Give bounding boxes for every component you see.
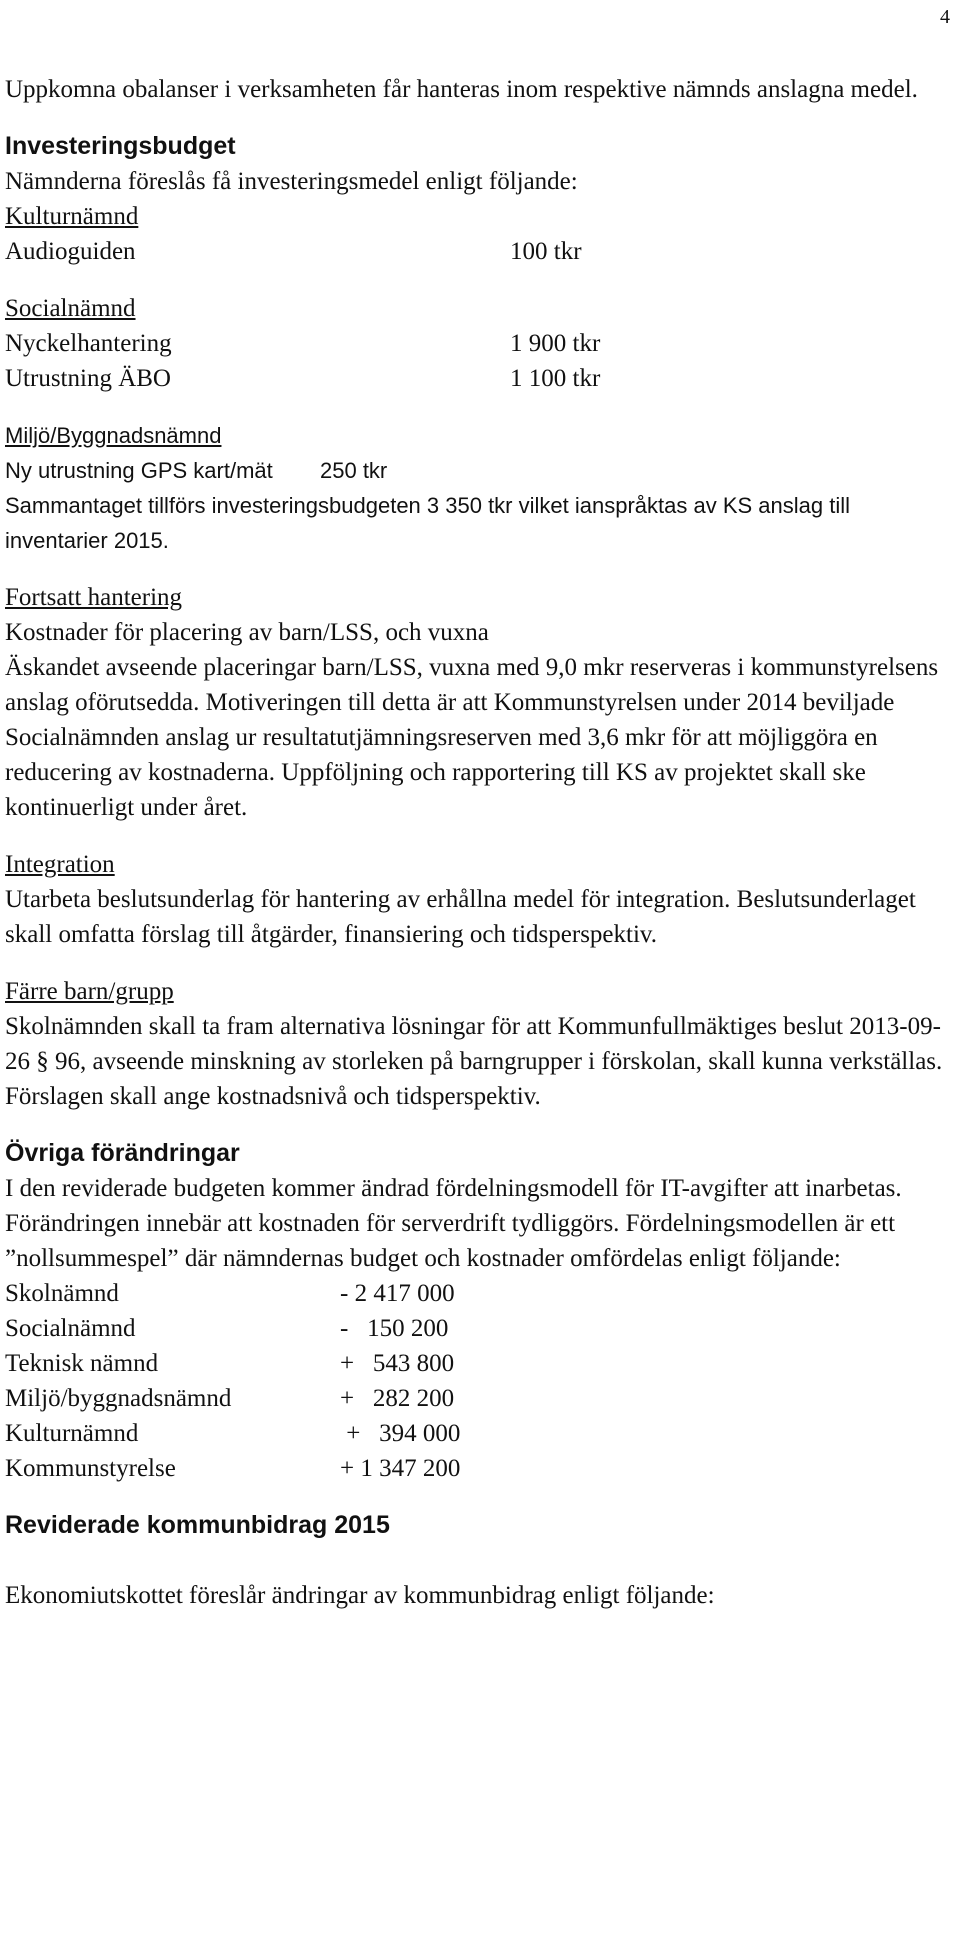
allocation-label: Skolnämnd (5, 1280, 119, 1307)
heading-reviderade: Reviderade kommunbidrag 2015 (5, 1511, 390, 1539)
farre-title: Färre barn/grupp (5, 978, 174, 1005)
allocation-row (5, 1311, 955, 1346)
social-title: Socialnämnd (5, 295, 136, 322)
reviderade-lead: Ekonomiutskottet föreslår ändringar av kommunbidrag enligt följande: (5, 1582, 715, 1609)
allocation-label: Socialnämnd (5, 1315, 136, 1342)
invest-amount: 1 900 tkr (510, 330, 601, 357)
allocation-list (5, 1276, 955, 1486)
invest-label: Utrustning ÄBO (5, 365, 171, 392)
fortsatt-body: Äskandet avseende placeringar barn/LSS, vuxna med 9,0 mkr reserveras i kommunstyrelsens anslag oförutsedda. Motiveringen till detta är att Kommunstyrelsen under 2014 beviljade Socialnämnden anslag ur resultatutjämningsreserven med 3,6 mkr för att möjliggöra en reducering av kostnaderna. Uppföljning och rapportering till KS av projektet skall ske kontinuerligt under året. (5, 654, 939, 821)
invest-label: Audioguiden (5, 238, 136, 265)
allocation-amount: + 394 000 (340, 1420, 461, 1447)
allocation-label: Kommunstyrelse (5, 1455, 176, 1482)
document-body (5, 72, 955, 1613)
invest-label: Nyckelhantering (5, 330, 172, 357)
intro-paragraph: Uppkomna obalanser i verksamheten får hanteras inom respektive nämnds anslagna medel. (5, 76, 918, 103)
invest-amount: 250 tkr (320, 458, 388, 483)
allocation-amount: - 2 417 000 (340, 1280, 455, 1307)
fortsatt-line1: Kostnader för placering av barn/LSS, och vuxna (5, 619, 489, 646)
allocation-amount: - 150 200 (340, 1315, 449, 1342)
kultur-title: Kulturnämnd (5, 203, 139, 230)
heading-investeringsbudget: Investeringsbudget (5, 132, 236, 160)
allocation-row (5, 1346, 955, 1381)
allocation-label: Miljö/byggnadsnämnd (5, 1385, 232, 1412)
miljo-title: Miljö/Byggnadsnämnd (5, 423, 222, 448)
allocation-label: Kulturnämnd (5, 1420, 139, 1447)
invest-label: Ny utrustning GPS kart/mät (5, 458, 273, 483)
integration-title: Integration (5, 851, 115, 878)
invest-summary: Sammantaget tillförs investeringsbudgeten 3 350 tkr vilket ianspråktas av KS anslag till inventarier 2015. (5, 493, 850, 553)
invest-row (5, 453, 955, 488)
allocation-amount: + 543 800 (340, 1350, 455, 1377)
allocation-amount: + 282 200 (340, 1385, 455, 1412)
integration-body: Utarbeta beslutsunderlag för hantering av erhållna medel för integration. Beslutsunderlaget skall omfatta förslag till åtgärder, finansiering och tidsperspektiv. (5, 886, 916, 948)
farre-body2: Förslagen skall ange kostnadsnivå och tidsperspektiv. (5, 1083, 541, 1110)
invest-lead: Nämnderna föreslås få investeringsmedel enligt följande: (5, 168, 578, 195)
page-number: 4 (940, 6, 950, 28)
invest-amount: 100 tkr (510, 238, 582, 265)
heading-ovriga: Övriga förändringar (5, 1139, 240, 1167)
allocation-row (5, 1451, 955, 1486)
allocation-amount: + 1 347 200 (340, 1455, 461, 1482)
invest-row (5, 234, 955, 269)
fortsatt-title: Fortsatt hantering (5, 584, 183, 611)
farre-body: Skolnämnden skall ta fram alternativa lösningar för att Kommunfullmäktiges beslut 2013-09-26 § 96, avseende minskning av storleken på barngrupper i förskolan, skall kunna verkställas. (5, 1013, 943, 1075)
invest-amount: 1 100 tkr (510, 365, 601, 392)
allocation-row (5, 1416, 955, 1451)
ovriga-body: I den reviderade budgeten kommer ändrad fördelningsmodell för IT-avgifter att inarbetas. Förändringen innebär att kostnaden för serverdrift tydliggörs. Fördelningsmodellen är ett ”nollsummespel” där nämndernas budget och kostnader omfördelas enligt följande: (5, 1175, 902, 1272)
allocation-row (5, 1381, 955, 1416)
allocation-label: Teknisk nämnd (5, 1350, 159, 1377)
invest-row (5, 326, 955, 361)
allocation-row (5, 1276, 955, 1311)
invest-row (5, 361, 955, 396)
